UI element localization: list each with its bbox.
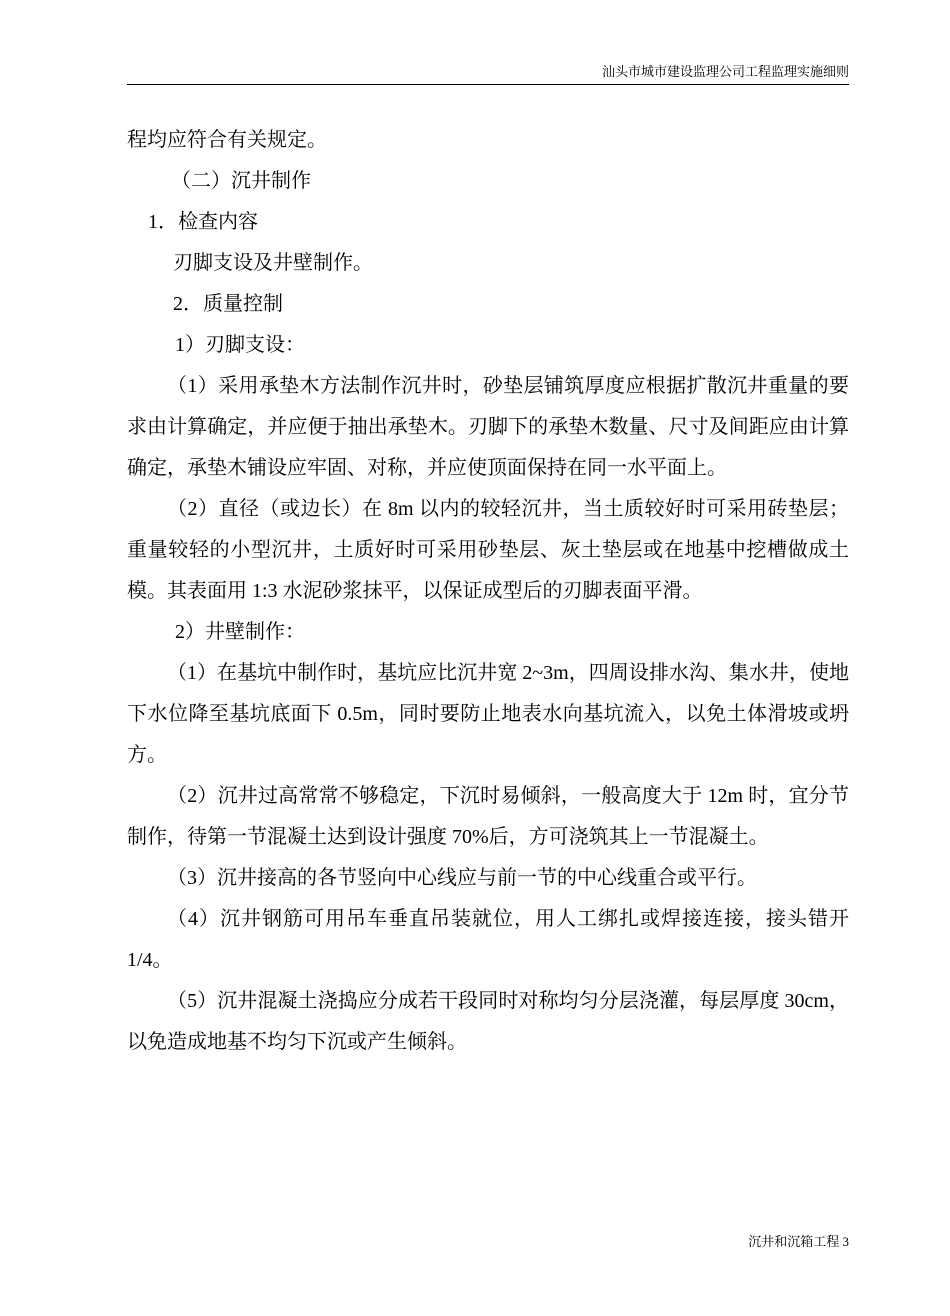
paragraph-inspection-items: 刃脚支设及井壁制作。 xyxy=(173,252,373,274)
paragraph-item: （1）采用承垫木方法制作沉井时，砂垫层铺筑厚度应根据扩散沉井重量的要求由计算确定，并应便于抽出承垫木。刃脚下的承垫木数量、尺寸及间距应由计算确定，承垫木铺设应牢固、对称，并应使顶面保持在同一水平面上。 xyxy=(127,375,849,479)
page-header xyxy=(127,62,849,85)
page-footer xyxy=(748,1232,849,1252)
footer-page-label: 沉井和沉箱工程 3 xyxy=(748,1234,849,1249)
subheading-well-wall-fabrication: 2）井壁制作： xyxy=(175,621,305,643)
document-body xyxy=(127,120,849,1063)
paragraph-item: （3）沉井接高的各节竖向中心线应与前一节的中心线重合或平行。 xyxy=(167,867,757,889)
paragraph-item: （4）沉井钢筋可用吊车垂直吊装就位，用人工绑扎或焊接连接，接头错开 1/4。 xyxy=(127,908,849,971)
subheading-inspection-content: 1．检查内容 xyxy=(148,211,258,233)
paragraph-item: （2）沉井过高常常不够稳定，下沉时易倾斜，一般高度大于 12m 时，宜分节制作，待第一节混凝土达到设计强度 70%后，方可浇筑其上一节混凝土。 xyxy=(127,785,849,848)
paragraph-item: （5）沉井混凝土浇捣应分成若干段同时对称均匀分层浇灌，每层厚度 30cm，以免造成地基不均匀下沉或产生倾斜。 xyxy=(127,990,849,1053)
paragraph-item: （2）直径（或边长）在 8m 以内的较轻沉井，当土质较好时可采用砖垫层；重量较轻的小型沉井，土质好时可采用砂垫层、灰土垫层或在地基中挖槽做成土模。其表面用 1:3 水泥砂浆抹平，以保证成型后的刃脚表面平滑。 xyxy=(127,498,849,602)
paragraph-item: （1）在基坑中制作时，基坑应比沉井宽 2~3m，四周设排水沟、集水井，使地下水位降至基坑底面下 0.5m，同时要防止地表水向基坑流入，以免土体滑坡或坍方。 xyxy=(127,662,849,766)
subheading-cutting-edge-support: 1）刃脚支设： xyxy=(175,334,305,356)
header-title: 汕头市城市建设监理公司工程监理实施细则 xyxy=(601,64,849,79)
paragraph-continuation: 程均应符合有关规定。 xyxy=(127,129,327,151)
section-heading-sinking-well-fabrication: （二）沉井制作 xyxy=(171,170,311,192)
subheading-quality-control: 2．质量控制 xyxy=(173,293,283,315)
